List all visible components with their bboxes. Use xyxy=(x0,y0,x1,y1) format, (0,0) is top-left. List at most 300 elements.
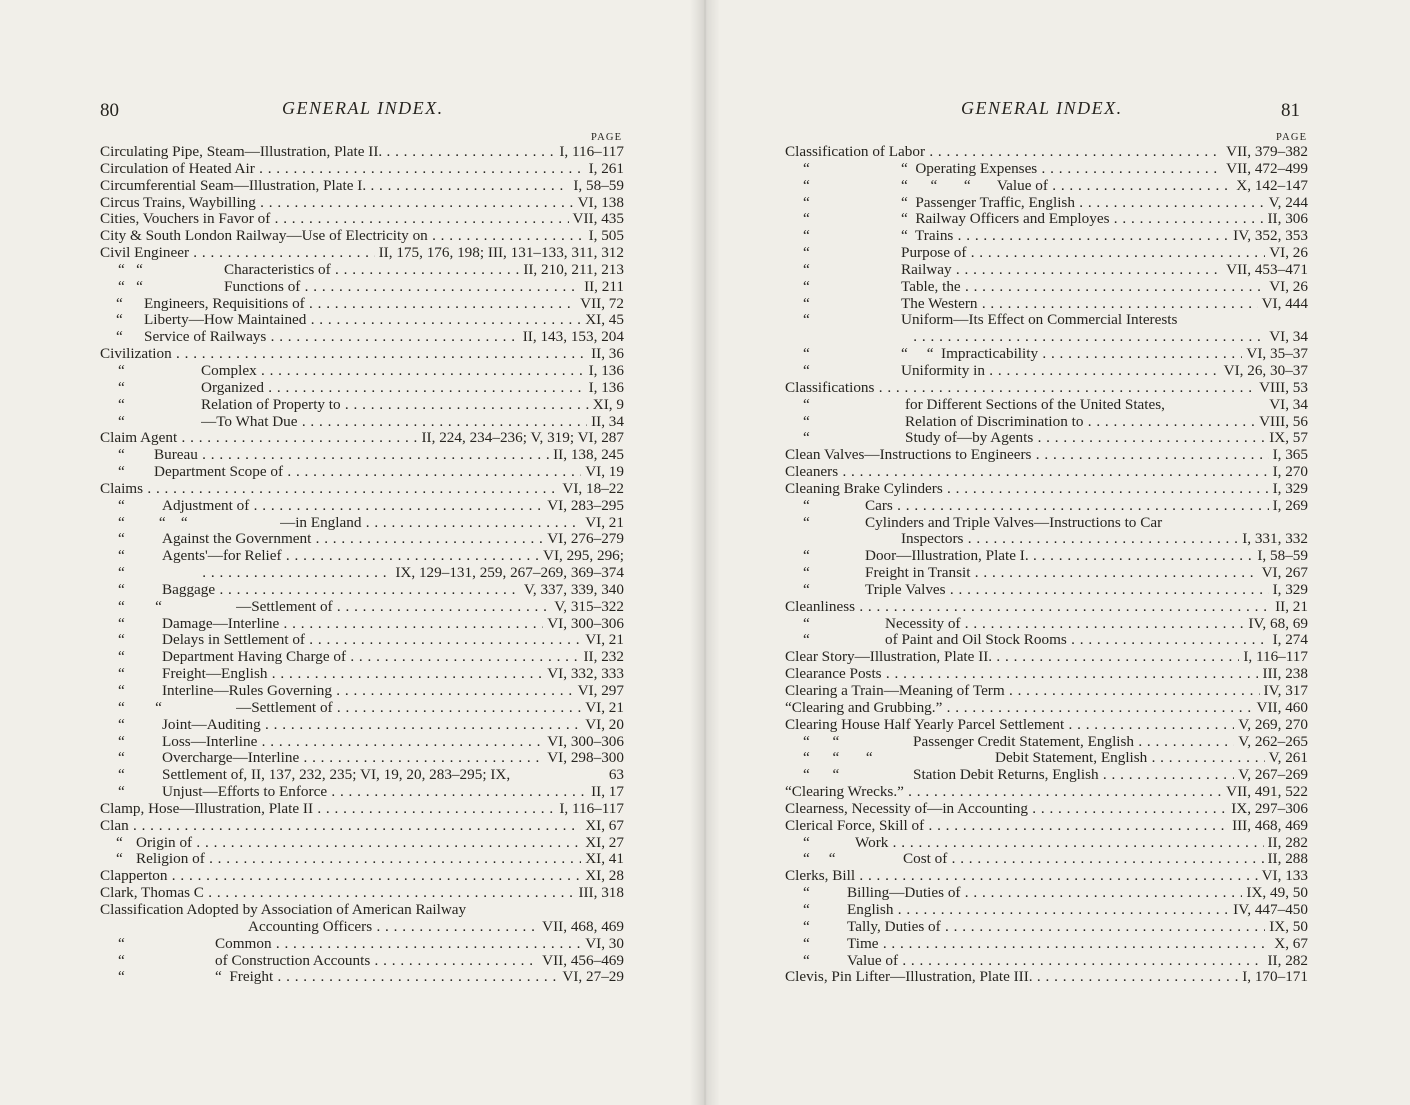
index-entry xyxy=(100,144,624,161)
entry-page-reference: XI, 67 xyxy=(581,818,624,835)
index-entry xyxy=(100,211,624,228)
entry-page-reference: VI, 267 xyxy=(1258,565,1308,582)
ditto-mark: “ xyxy=(118,496,125,514)
index-entries xyxy=(785,144,1308,986)
ditto-mark: “ xyxy=(803,159,810,177)
entry-page-reference: 63 xyxy=(605,767,624,784)
entry-page-reference: VII, 435 xyxy=(569,211,624,228)
entry-text: Clerical Force, Skill of . . . xyxy=(785,818,1308,835)
index-entry xyxy=(785,380,1308,397)
ditto-mark: “ xyxy=(118,564,125,582)
entry-page-reference: V, 244 xyxy=(1265,195,1308,212)
running-head: GENERAL INDEX. xyxy=(282,98,444,118)
ditto-mark: “ xyxy=(116,833,123,851)
ditto-mark: “ xyxy=(803,631,810,649)
ditto-mark: “ xyxy=(803,294,810,312)
entry-text: —Settlement of . . . xyxy=(236,700,624,717)
index-entry xyxy=(100,818,624,835)
index-entry xyxy=(785,414,1308,431)
entry-page-reference: VI, 133 xyxy=(1258,868,1308,885)
index-entry xyxy=(100,481,624,498)
ditto-mark: “ xyxy=(803,244,810,262)
index-entry xyxy=(785,548,1308,565)
ditto-mark: “ xyxy=(803,260,810,278)
entry-page-reference: VII, 453–471 xyxy=(1222,262,1308,279)
index-entry xyxy=(785,750,1308,767)
entry-page-reference: VI, 26 xyxy=(1265,245,1308,262)
ditto-mark: “ xyxy=(803,951,810,969)
index-entry xyxy=(100,885,624,902)
entry-page-reference: II, 17 xyxy=(587,784,624,801)
ditto-mark: “ xyxy=(803,429,810,447)
entry-page-reference: IV, 447–450 xyxy=(1229,902,1308,919)
entry-page-reference: VI, 19 xyxy=(581,464,624,481)
index-entry xyxy=(100,464,624,481)
index-entry xyxy=(100,531,624,548)
entry-text: Circulating Pipe, Steam—Illustration, Plate II. . . . xyxy=(100,144,624,161)
page-number: 81 xyxy=(1281,100,1300,121)
index-entry xyxy=(785,666,1308,683)
ditto-mark: “ xyxy=(118,934,125,952)
entry-text: Joint—Auditing . . . xyxy=(162,717,624,734)
entry-page-reference: I, 261 xyxy=(585,161,624,178)
entry-text: Circumferential Seam—Illustration, Plate I. . . . xyxy=(100,178,624,195)
index-entry xyxy=(100,632,624,649)
ditto-mark: “ xyxy=(118,715,125,733)
entry-text: Liberty—How Maintained . . . xyxy=(144,312,624,329)
ditto-mark: “ xyxy=(118,631,125,649)
index-entry xyxy=(100,717,624,734)
entry-text: Adjustment of . . . xyxy=(162,498,624,515)
index-entry xyxy=(785,919,1308,936)
entry-text: —in England . . . xyxy=(280,515,624,532)
ditto-mark: “ xyxy=(118,732,125,750)
entry-page-reference: VI, 21 xyxy=(581,700,624,717)
index-entry xyxy=(100,649,624,666)
entry-page-reference: II, 306 xyxy=(1264,211,1309,228)
ditto-mark: “ xyxy=(803,210,810,228)
entry-text: —To What Due . . . xyxy=(201,414,624,431)
index-entry xyxy=(100,329,624,346)
ditto-mark: “ xyxy=(803,496,810,514)
entry-page-reference: VII, 460 xyxy=(1253,700,1308,717)
entry-text: Service of Railways . . . xyxy=(144,329,624,346)
index-entry xyxy=(785,464,1308,481)
entry-text: Agents'—for Relief . . . xyxy=(162,548,624,565)
entry-page-reference: VI, 27–29 xyxy=(558,969,624,986)
entry-page-reference: VI, 34 xyxy=(1265,397,1308,414)
index-entry xyxy=(785,262,1308,279)
ditto-mark: “ “ xyxy=(803,850,836,868)
entry-page-reference: IV, 68, 69 xyxy=(1244,616,1308,633)
entry-text: “ “ “ Value of . . . xyxy=(901,178,1308,195)
ditto-mark: “ “ xyxy=(118,698,162,716)
entry-text: Functions of . . . xyxy=(224,279,624,296)
ditto-mark: “ xyxy=(118,361,125,379)
entry-text: Classification Adopted by Association of American Railway xyxy=(100,901,467,918)
index-entry xyxy=(785,346,1308,363)
entry-text: Delays in Settlement of . . . xyxy=(162,632,624,649)
index-entry xyxy=(100,245,624,262)
entry-page-reference: I, 329 xyxy=(1269,481,1308,498)
entry-text: Cars . . . xyxy=(865,498,1308,515)
index-entry xyxy=(100,599,624,616)
entry-text: Door—Illustration, Plate I. . . . xyxy=(865,548,1308,565)
entry-text: English . . . xyxy=(847,902,1308,919)
entry-page-reference: XI, 9 xyxy=(589,397,624,414)
index-entry xyxy=(100,430,624,447)
entry-text: Classifications . . . xyxy=(785,380,1308,397)
entry-text: Clear Story—Illustration, Plate II. . . . xyxy=(785,649,1308,666)
right-page xyxy=(705,0,1410,1105)
ditto-mark: “ xyxy=(118,951,125,969)
entry-text: Value of . . . xyxy=(847,953,1308,970)
entry-text: Freight—English . . . xyxy=(162,666,624,683)
ditto-mark: “ xyxy=(803,884,810,902)
entry-text: Passenger Credit Statement, English . . . xyxy=(913,734,1308,751)
index-entry xyxy=(785,245,1308,262)
index-entry xyxy=(785,801,1308,818)
entry-text: Complex . . . xyxy=(201,363,624,380)
entry-page-reference: I, 274 xyxy=(1269,632,1308,649)
index-entry xyxy=(100,515,624,532)
entry-text: Civilization . . . xyxy=(100,346,624,363)
index-entry xyxy=(785,363,1308,380)
index-entry xyxy=(785,734,1308,751)
index-entry xyxy=(785,481,1308,498)
index-entry xyxy=(100,835,624,852)
entry-page-reference: III, 238 xyxy=(1258,666,1308,683)
entry-text: Civil Engineer . . . xyxy=(100,245,624,262)
entry-text: Claims . . . xyxy=(100,481,624,498)
entry-page-reference: VII, 72 xyxy=(576,296,624,313)
ditto-mark: “ xyxy=(118,682,125,699)
entry-page-reference: I, 269 xyxy=(1269,498,1308,515)
entry-page-reference: V, 267–269 xyxy=(1234,767,1308,784)
entry-text: Purpose of . . . xyxy=(901,245,1308,262)
ditto-mark: “ xyxy=(116,850,123,868)
entry-text: Triple Valves . . . xyxy=(865,582,1308,599)
ditto-mark: “ xyxy=(803,345,810,363)
entry-page-reference: IV, 317 xyxy=(1260,683,1308,700)
entry-page-reference: III, 468, 469 xyxy=(1228,818,1308,835)
entry-text: Relation of Property to . . . xyxy=(201,397,624,414)
entry-text: Loss—Interline . . . xyxy=(162,734,624,751)
ditto-mark: “ xyxy=(803,277,810,295)
entry-page-reference: V, 262–265 xyxy=(1234,734,1308,751)
index-entry xyxy=(100,161,624,178)
index-entry xyxy=(785,195,1308,212)
index-entry xyxy=(785,700,1308,717)
index-entry xyxy=(785,531,1308,548)
entry-page-reference: I, 58–59 xyxy=(1253,548,1308,565)
index-entry xyxy=(785,397,1308,414)
entry-page-reference: VI, 300–306 xyxy=(543,616,624,633)
entry-page-reference: VI, 21 xyxy=(581,632,624,649)
entry-page-reference: I, 270 xyxy=(1269,464,1308,481)
entry-page-reference: II, 232 xyxy=(580,649,625,666)
entry-text: Claim Agent . . . xyxy=(100,430,624,447)
index-entry xyxy=(785,178,1308,195)
ditto-mark: “ “ xyxy=(118,277,143,295)
entry-page-reference: III, 318 xyxy=(574,885,624,902)
ditto-mark: “ xyxy=(803,900,810,918)
entry-text: Study of—by Agents . . . xyxy=(905,430,1308,447)
entry-text: Against the Government . . . xyxy=(162,531,624,548)
index-entry xyxy=(100,548,624,565)
entry-text: Railway . . . xyxy=(901,262,1308,279)
entry-page-reference: IX, 129–131, 259, 267–269, 369–374 xyxy=(391,565,624,582)
entry-page-reference: VII, 379–382 xyxy=(1222,144,1308,161)
index-entry xyxy=(100,902,624,919)
entry-page-reference: I, 329 xyxy=(1269,582,1308,599)
entry-page-reference: II, 143, 153, 204 xyxy=(519,329,624,346)
entry-text: Religion of . . . xyxy=(136,851,624,868)
entry-text: “Clearing Wrecks.” . . . xyxy=(785,784,1308,801)
entry-page-reference: VI, 283–295 xyxy=(543,498,624,515)
entry-page-reference: II, 210, 211, 213 xyxy=(519,262,624,279)
ditto-mark: “ “ xyxy=(118,260,143,278)
ditto-mark: “ xyxy=(803,412,810,430)
index-entry xyxy=(785,936,1308,953)
entry-page-reference: I, 136 xyxy=(585,363,624,380)
entry-text: Relation of Discrimination to . . . xyxy=(905,414,1308,431)
entry-page-reference: VII, 456–469 xyxy=(538,953,624,970)
entry-text: Freight in Transit . . . xyxy=(865,565,1308,582)
entry-text: Unjust—Efforts to Enforce . . . xyxy=(162,784,624,801)
index-entry xyxy=(100,969,624,986)
entry-page-reference: IV, 352, 353 xyxy=(1229,228,1308,245)
entry-page-reference: VI, 298–300 xyxy=(543,750,624,767)
entry-page-reference: VI, 26 xyxy=(1265,279,1308,296)
index-entry xyxy=(100,565,624,582)
entry-page-reference: XI, 41 xyxy=(581,851,624,868)
entry-text: Station Debit Returns, English . . . xyxy=(913,767,1308,784)
entry-page-reference: II, 21 xyxy=(1271,599,1308,616)
entry-page-reference: V, 337, 339, 340 xyxy=(520,582,624,599)
entry-page-reference: VIII, 53 xyxy=(1255,380,1308,397)
index-entry xyxy=(100,953,624,970)
ditto-mark: “ xyxy=(118,783,125,801)
entry-page-reference: VI, 444 xyxy=(1258,296,1308,313)
entry-page-reference: VI, 20 xyxy=(581,717,624,734)
page-column-label: PAGE xyxy=(591,132,623,143)
ditto-mark: “ xyxy=(118,446,125,464)
entry-page-reference: I, 170–171 xyxy=(1238,969,1308,986)
ditto-mark: “ xyxy=(803,833,810,851)
index-entry xyxy=(785,717,1308,734)
index-entry xyxy=(100,582,624,599)
entry-text: Common . . . xyxy=(215,936,624,953)
entry-page-reference: VII, 468, 469 xyxy=(538,919,624,936)
index-entry xyxy=(100,262,624,279)
ditto-mark: “ xyxy=(803,361,810,379)
running-head: GENERAL INDEX. xyxy=(961,98,1123,118)
entry-text: Overcharge—Interline . . . xyxy=(162,750,624,767)
entry-page-reference: II, 36 xyxy=(587,346,624,363)
entry-page-reference: I, 116–117 xyxy=(1239,649,1308,666)
ditto-mark: “ xyxy=(118,665,125,683)
entry-page-reference: II, 211 xyxy=(580,279,624,296)
ditto-mark: “ xyxy=(118,378,125,396)
index-entry xyxy=(785,312,1308,329)
entry-page-reference: II, 138, 245 xyxy=(549,447,624,464)
entry-page-reference: VI, 30 xyxy=(581,936,624,953)
entry-text: Interline—Rules Governing . . . xyxy=(162,683,624,700)
ditto-mark: “ “ xyxy=(803,732,840,750)
entry-text: Time . . . xyxy=(847,936,1308,953)
index-entry xyxy=(785,329,1308,346)
entry-text: Damage—Interline . . . xyxy=(162,616,624,633)
index-entry xyxy=(785,969,1308,986)
entry-page-reference: VI, 18–22 xyxy=(558,481,624,498)
entry-text: “ Passenger Traffic, English . . . xyxy=(901,195,1308,212)
entry-text: Inspectors . . . xyxy=(901,531,1308,548)
entry-text: The Western . . . xyxy=(901,296,1308,313)
entry-page-reference: VI, 332, 333 xyxy=(543,666,624,683)
ditto-mark: “ xyxy=(118,766,125,784)
entry-text: Department Scope of . . . xyxy=(154,464,624,481)
entry-text: Cities, Vouchers in Favor of . . . xyxy=(100,211,624,228)
index-entry xyxy=(785,767,1308,784)
index-entry xyxy=(100,296,624,313)
index-entry xyxy=(785,565,1308,582)
entry-text: Baggage . . . xyxy=(162,582,624,599)
index-entry xyxy=(100,363,624,380)
index-entry xyxy=(100,784,624,801)
entry-page-reference: II, 282 xyxy=(1264,953,1309,970)
ditto-mark: “ xyxy=(116,311,123,329)
ditto-mark: “ “ xyxy=(118,597,162,615)
index-entry xyxy=(100,734,624,751)
entry-text: Cleaning Brake Cylinders . . . xyxy=(785,481,1308,498)
entry-page-reference: X, 67 xyxy=(1270,936,1308,953)
ditto-mark: “ xyxy=(803,614,810,632)
entry-page-reference: V, 261 xyxy=(1265,750,1308,767)
entry-text: Clark, Thomas C . . . xyxy=(100,885,624,902)
index-entry xyxy=(100,700,624,717)
entry-page-reference: II, 175, 176, 198; III, 131–133, 311, 312 xyxy=(375,245,624,262)
index-entry xyxy=(785,953,1308,970)
entry-text: Debit Statement, English . . . xyxy=(995,750,1308,767)
entry-page-reference: VI, 295, 296; xyxy=(539,548,624,565)
entry-page-reference: I, 365 xyxy=(1269,447,1308,464)
entry-text: Clearance Posts . . . xyxy=(785,666,1308,683)
index-entry xyxy=(785,144,1308,161)
index-entry xyxy=(785,784,1308,801)
index-entry xyxy=(785,902,1308,919)
index-entry xyxy=(100,750,624,767)
ditto-mark: “ “ “ xyxy=(803,749,873,767)
entry-page-reference: I, 116–117 xyxy=(555,801,624,818)
entry-text: Accounting Officers . . . xyxy=(248,919,624,936)
index-entry xyxy=(785,498,1308,515)
index-entry xyxy=(785,211,1308,228)
index-entry xyxy=(785,649,1308,666)
index-entry xyxy=(785,161,1308,178)
entry-page-reference: II, 282 xyxy=(1264,835,1309,852)
entry-text: Clearing House Half Yearly Parcel Settlement . . . xyxy=(785,717,1308,734)
entry-page-reference: V, 269, 270 xyxy=(1234,717,1308,734)
ditto-mark: “ xyxy=(803,580,810,598)
entry-text: “ Freight . . . xyxy=(215,969,624,986)
index-entry xyxy=(100,447,624,464)
index-entry xyxy=(100,868,624,885)
entry-text: Clevis, Pin Lifter—Illustration, Plate III. . . . xyxy=(785,969,1308,986)
ditto-mark: “ xyxy=(803,917,810,935)
ditto-mark: “ xyxy=(803,513,810,531)
entry-page-reference: VII, 472–499 xyxy=(1222,161,1308,178)
entry-text: Clamp, Hose—Illustration, Plate II . . . xyxy=(100,801,624,818)
index-entry xyxy=(100,801,624,818)
entry-page-reference: VI, 21 xyxy=(581,515,624,532)
index-entry xyxy=(100,666,624,683)
ditto-mark: “ xyxy=(803,547,810,565)
entry-text: Cost of . . . xyxy=(903,851,1308,868)
entry-text: Circulation of Heated Air . . . xyxy=(100,161,624,178)
index-entry xyxy=(100,616,624,633)
ditto-mark: “ xyxy=(118,412,125,430)
ditto-mark: “ xyxy=(803,395,810,413)
ditto-mark: “ xyxy=(118,580,125,598)
entry-text: Cleaners . . . xyxy=(785,464,1308,481)
index-entry xyxy=(785,868,1308,885)
entry-page-reference: II, 34 xyxy=(587,414,624,431)
index-entry xyxy=(100,279,624,296)
entry-text: Clean Valves—Instructions to Engineers . . . xyxy=(785,447,1308,464)
index-entries xyxy=(100,144,624,986)
entry-text: —Settlement of . . . xyxy=(236,599,624,616)
ditto-mark: “ xyxy=(803,193,810,211)
entry-page-reference: II, 224, 234–236; V, 319; VI, 287 xyxy=(417,430,624,447)
entry-text: Origin of . . . xyxy=(136,835,624,852)
index-entry xyxy=(785,851,1308,868)
entry-text: Characteristics of . . . xyxy=(224,262,624,279)
entry-text: Organized . . . xyxy=(201,380,624,397)
index-entry xyxy=(785,599,1308,616)
index-entry xyxy=(100,767,624,784)
entry-page-reference: VI, 297 xyxy=(574,683,624,700)
index-entry xyxy=(785,582,1308,599)
ditto-mark: “ “ xyxy=(803,766,840,784)
entry-text: Clapperton . . . xyxy=(100,868,624,885)
index-entry xyxy=(100,498,624,515)
index-entry xyxy=(785,616,1308,633)
ditto-mark: “ xyxy=(803,311,810,329)
entry-text: Clerks, Bill . . . xyxy=(785,868,1308,885)
entry-page-reference: I, 331, 332 xyxy=(1238,531,1308,548)
index-entry xyxy=(100,228,624,245)
entry-page-reference: VI, 35–37 xyxy=(1242,346,1308,363)
index-entry xyxy=(100,195,624,212)
entry-text: Clan . . . xyxy=(100,818,624,835)
entry-text: Tally, Duties of . . . xyxy=(847,919,1308,936)
ditto-mark: “ xyxy=(116,294,123,312)
entry-text: Department Having Charge of . . . xyxy=(162,649,624,666)
index-entry xyxy=(785,818,1308,835)
index-entry xyxy=(100,380,624,397)
page-number: 80 xyxy=(100,100,119,121)
index-entry xyxy=(100,936,624,953)
entry-page-reference: I, 116–117 xyxy=(555,144,624,161)
entry-text: “ Railway Officers and Employes . . . xyxy=(901,211,1308,228)
page-column-label: PAGE xyxy=(1276,132,1308,143)
entry-page-reference: V, 315–322 xyxy=(550,599,624,616)
ditto-mark: “ xyxy=(118,530,125,548)
entry-text: Settlement of, II, 137, 232, 235; VI, 19, 20, 283–295; IX, xyxy=(162,767,511,784)
entry-text: Billing—Duties of . . . xyxy=(847,885,1308,902)
ditto-mark: “ xyxy=(118,968,125,986)
